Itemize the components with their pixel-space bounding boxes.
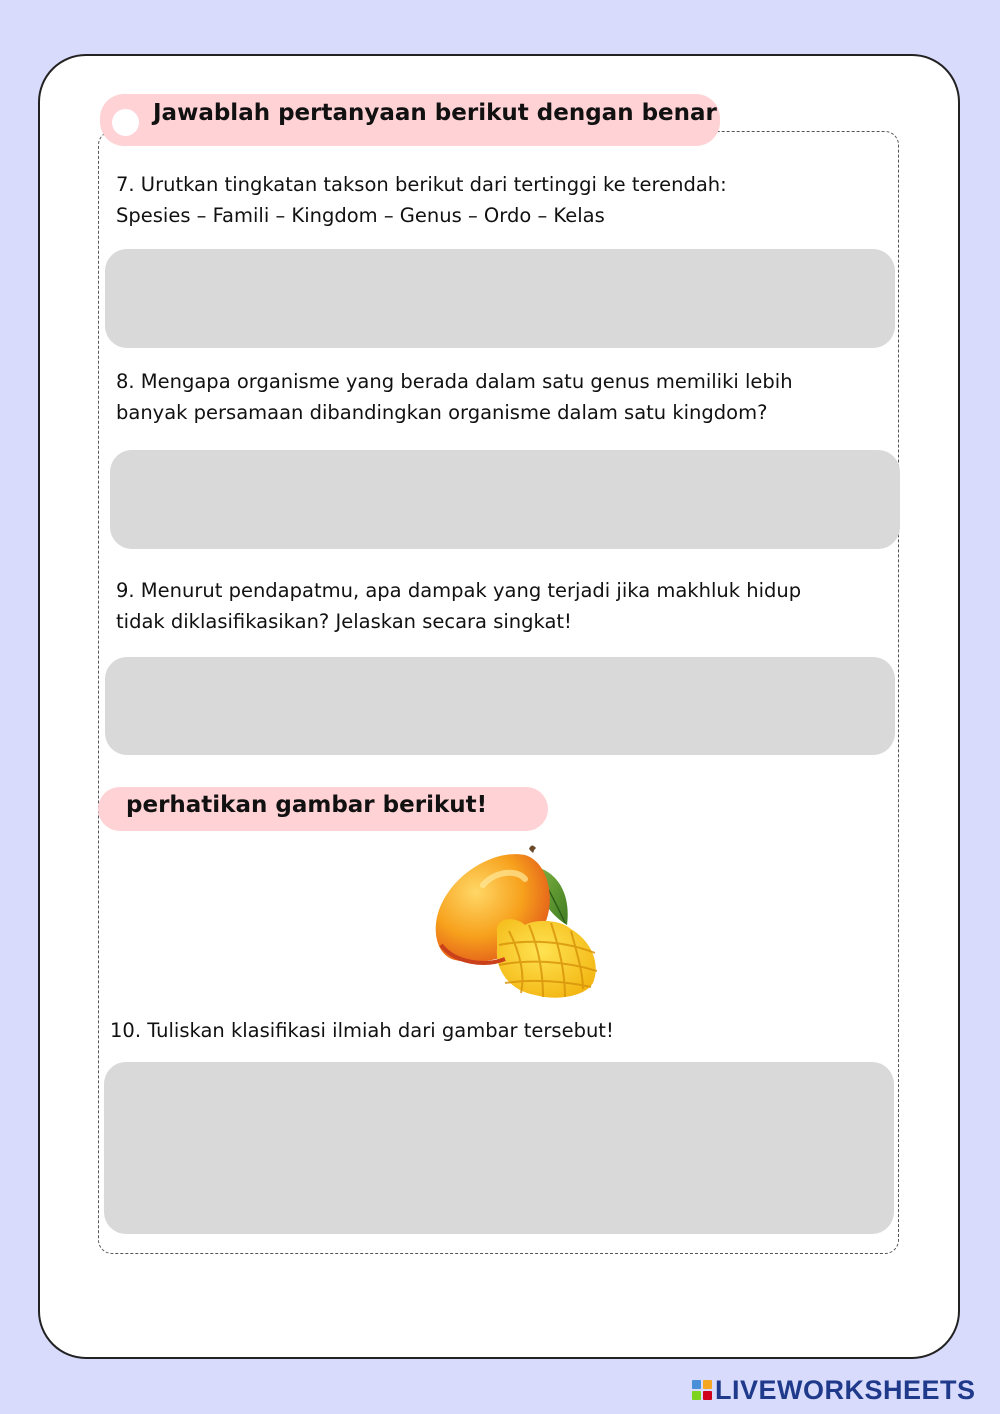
- question-10-text: 10. Tuliskan klasifikasi ilmiah dari gambar tersebut!: [110, 1019, 614, 1042]
- liveworksheets-logo[interactable]: [692, 1376, 976, 1404]
- question-9-text: 9. Menurut pendapatmu, apa dampak yang terjadi jika makhluk hidup tidak diklasifikasikan? Jelaskan secara singkat!: [116, 579, 802, 633]
- mango-icon: [425, 845, 610, 1005]
- logo-letter-e: [703, 1391, 712, 1400]
- logo-grid-icon: [692, 1380, 712, 1400]
- logo-letter-v: [692, 1391, 701, 1400]
- question-8-text: 8. Mengapa organisme yang berada dalam satu genus memiliki lebih banyak persamaan dibandingkan organisme dalam satu kingdom?: [116, 370, 793, 424]
- bullet-dot-icon: [112, 109, 139, 136]
- answer-9-field[interactable]: [105, 657, 895, 755]
- answer-10-field[interactable]: [104, 1062, 894, 1234]
- logo-letter-l: [692, 1380, 701, 1389]
- answer-7-field[interactable]: [105, 249, 895, 348]
- section-heading: Jawablah pertanyaan berikut dengan benar: [153, 100, 717, 126]
- question-7-text: 7. Urutkan tingkatan takson berikut dari tertinggi ke terendah: Spesies – Famili – Kingdom – Genus – Ordo – Kelas: [116, 173, 727, 227]
- brand-name: LIVEWORKSHEETS: [715, 1374, 976, 1405]
- image-section-heading: perhatikan gambar berikut!: [126, 792, 488, 818]
- logo-letter-i: [703, 1380, 712, 1389]
- answer-8-field[interactable]: [110, 450, 900, 549]
